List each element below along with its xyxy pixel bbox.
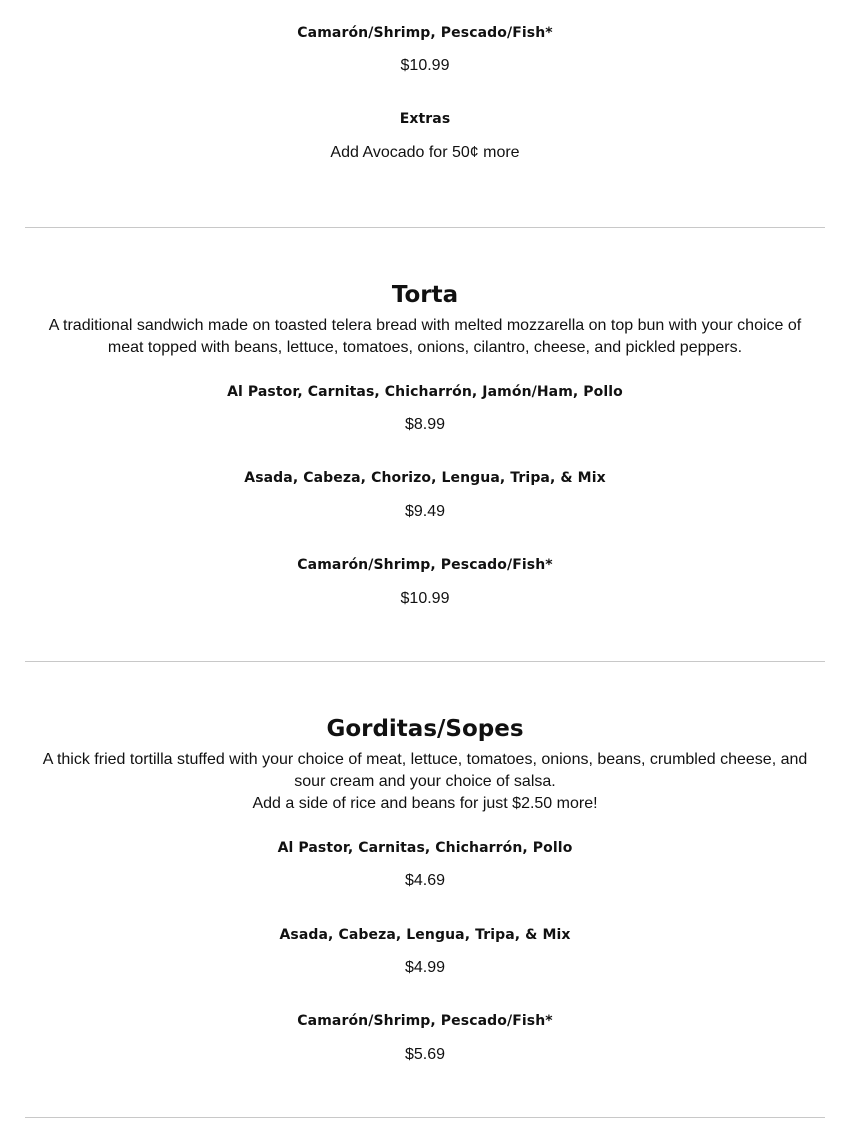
- section-title-gorditas-sopes: Gorditas/Sopes: [326, 716, 524, 742]
- section-description-text: A traditional sandwich made on toasted telera bread with melted mozzarella on top bun with your choice of meat topped with beans, lettuce, tomatoes, onions, cilantro, cheese, and pickled peppers.: [48, 317, 802, 356]
- menu-item-price: $10.99: [400, 57, 450, 74]
- section-title-torta: Torta: [391, 282, 459, 308]
- extras-label: Extras: [399, 111, 451, 127]
- extras-note: Add Avocado for 50¢ more: [330, 144, 520, 161]
- menu-item-price: $4.69: [404, 872, 446, 889]
- menu-item-name: Al Pastor, Carnitas, Chicharrón, Jamón/Ham, Pollo: [227, 384, 623, 400]
- section-description-gorditas-sopes: [30, 749, 820, 815]
- menu-item-price: $5.69: [404, 1046, 446, 1063]
- section-divider: [25, 661, 825, 662]
- menu-item-name: Asada, Cabeza, Lengua, Tripa, & Mix: [279, 927, 571, 943]
- section-divider: [25, 1117, 825, 1118]
- menu-item-price: $9.49: [404, 503, 446, 520]
- section-description-extra: Add a side of rice and beans for just $2.50 more!: [252, 795, 598, 812]
- menu-item-name: Camarón/Shrimp, Pescado/Fish*: [297, 557, 553, 573]
- menu-item-price: $8.99: [404, 416, 446, 433]
- section-divider: [25, 227, 825, 228]
- section-description-text: A thick fried tortilla stuffed with your choice of meat, lettuce, tomatoes, onions, beans, crumbled cheese, and sour cream and your choice of salsa.: [42, 751, 808, 790]
- menu-item-name: Asada, Cabeza, Chorizo, Lengua, Tripa, & Mix: [244, 470, 606, 486]
- section-description-torta: [30, 315, 820, 359]
- menu-item-price: $4.99: [404, 959, 446, 976]
- menu-item-price: $10.99: [400, 590, 450, 607]
- menu-item-name: Al Pastor, Carnitas, Chicharrón, Pollo: [277, 840, 573, 856]
- menu-item-name: Camarón/Shrimp, Pescado/Fish*: [297, 25, 553, 41]
- menu-item-name: Camarón/Shrimp, Pescado/Fish*: [297, 1013, 553, 1029]
